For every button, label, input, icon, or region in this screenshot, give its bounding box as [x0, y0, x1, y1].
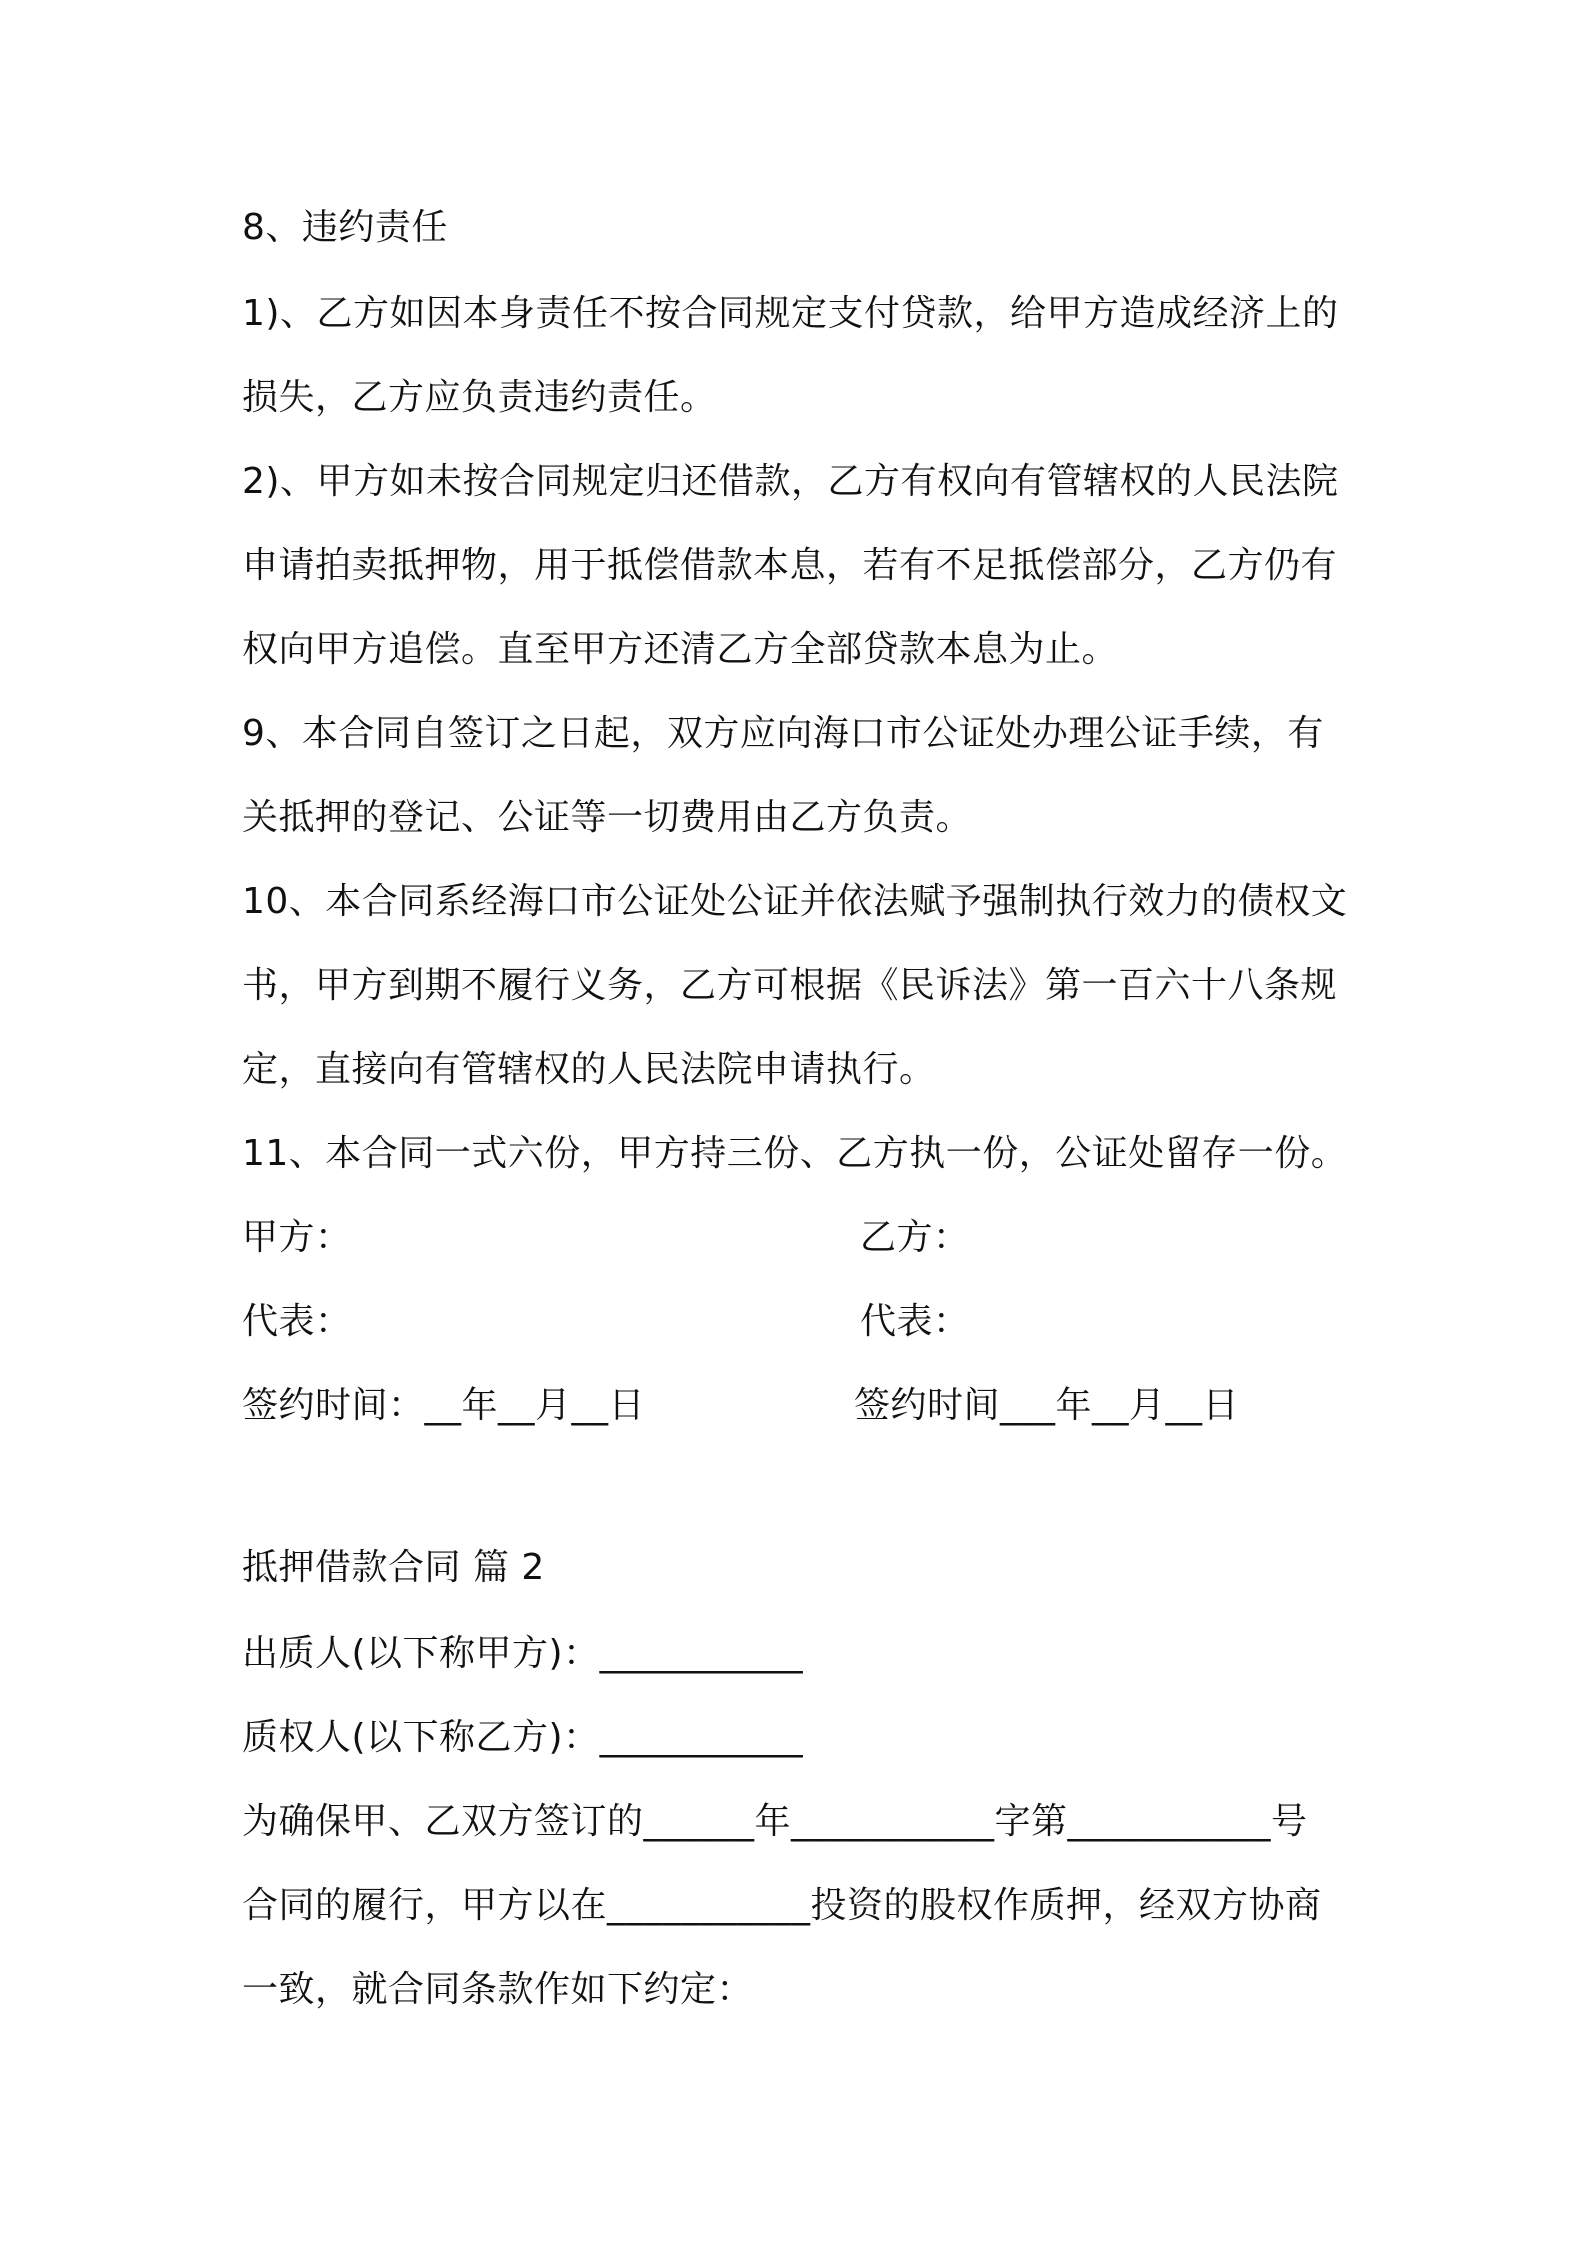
section-10-line-2: 书，甲方到期不履行义务，乙方可根据《民诉法》第一百六十八条规 [242, 965, 1338, 1006]
section-8-heading: 8、违约责任 [242, 207, 448, 248]
intro-line-3: 一致，就合同条款作如下约定： [242, 1969, 754, 2010]
section-9-line-1: 9、本合同自签订之日起，双方应向海口市公证处办理公证手续，有 [242, 713, 1324, 754]
section-8-item-2-line-2: 申请拍卖抵押物，用于抵偿借款本息，若有不足抵偿部分，乙方仍有 [242, 545, 1338, 586]
section-8-item-2-line-1: 2)、甲方如未按合同规定归还借款，乙方有权向有管辖权的人民法院 [242, 461, 1339, 502]
intro-line-2: 合同的履行，甲方以在___________投资的股权作质押，经双方协商 [242, 1885, 1322, 1926]
party-b-label: 乙方： [860, 1217, 970, 1258]
section-10-line-3: 定，直接向有管辖权的人民法院申请执行。 [242, 1049, 936, 1090]
section-9-line-2: 关抵押的登记、公证等一切费用由乙方负责。 [242, 797, 973, 838]
section-10-line-1: 10、本合同系经海口市公证处公证并依法赋予强制执行效力的债权文 [242, 881, 1348, 922]
pledgor-line: 出质人(以下称甲方)：___________ [242, 1633, 804, 1674]
representative-a-label: 代表： [242, 1301, 352, 1342]
section-11-line-1: 11、本合同一式六份，甲方持三份、乙方执一份，公证处留存一份。 [242, 1133, 1348, 1174]
document-page [242, 0, 1362, 2244]
part-2-title: 抵押借款合同 篇 2 [242, 1547, 545, 1588]
intro-line-1: 为确保甲、乙双方签订的______年___________字第___________号 [242, 1801, 1308, 1842]
section-8-item-1-line-2: 损失，乙方应负责违约责任。 [242, 377, 717, 418]
signing-date-a: 签约时间：__年__月__日 [242, 1385, 646, 1426]
section-8-item-1-line-1: 1)、乙方如因本身责任不按合同规定支付贷款，给甲方造成经济上的 [242, 293, 1339, 334]
signing-date-b: 签约时间___年__月__日 [854, 1385, 1240, 1426]
pledgee-line: 质权人(以下称乙方)：___________ [242, 1717, 804, 1758]
section-8-item-2-line-3: 权向甲方追偿。直至甲方还清乙方全部贷款本息为止。 [242, 629, 1119, 670]
representative-b-label: 代表： [860, 1301, 970, 1342]
party-a-label: 甲方： [242, 1217, 352, 1258]
